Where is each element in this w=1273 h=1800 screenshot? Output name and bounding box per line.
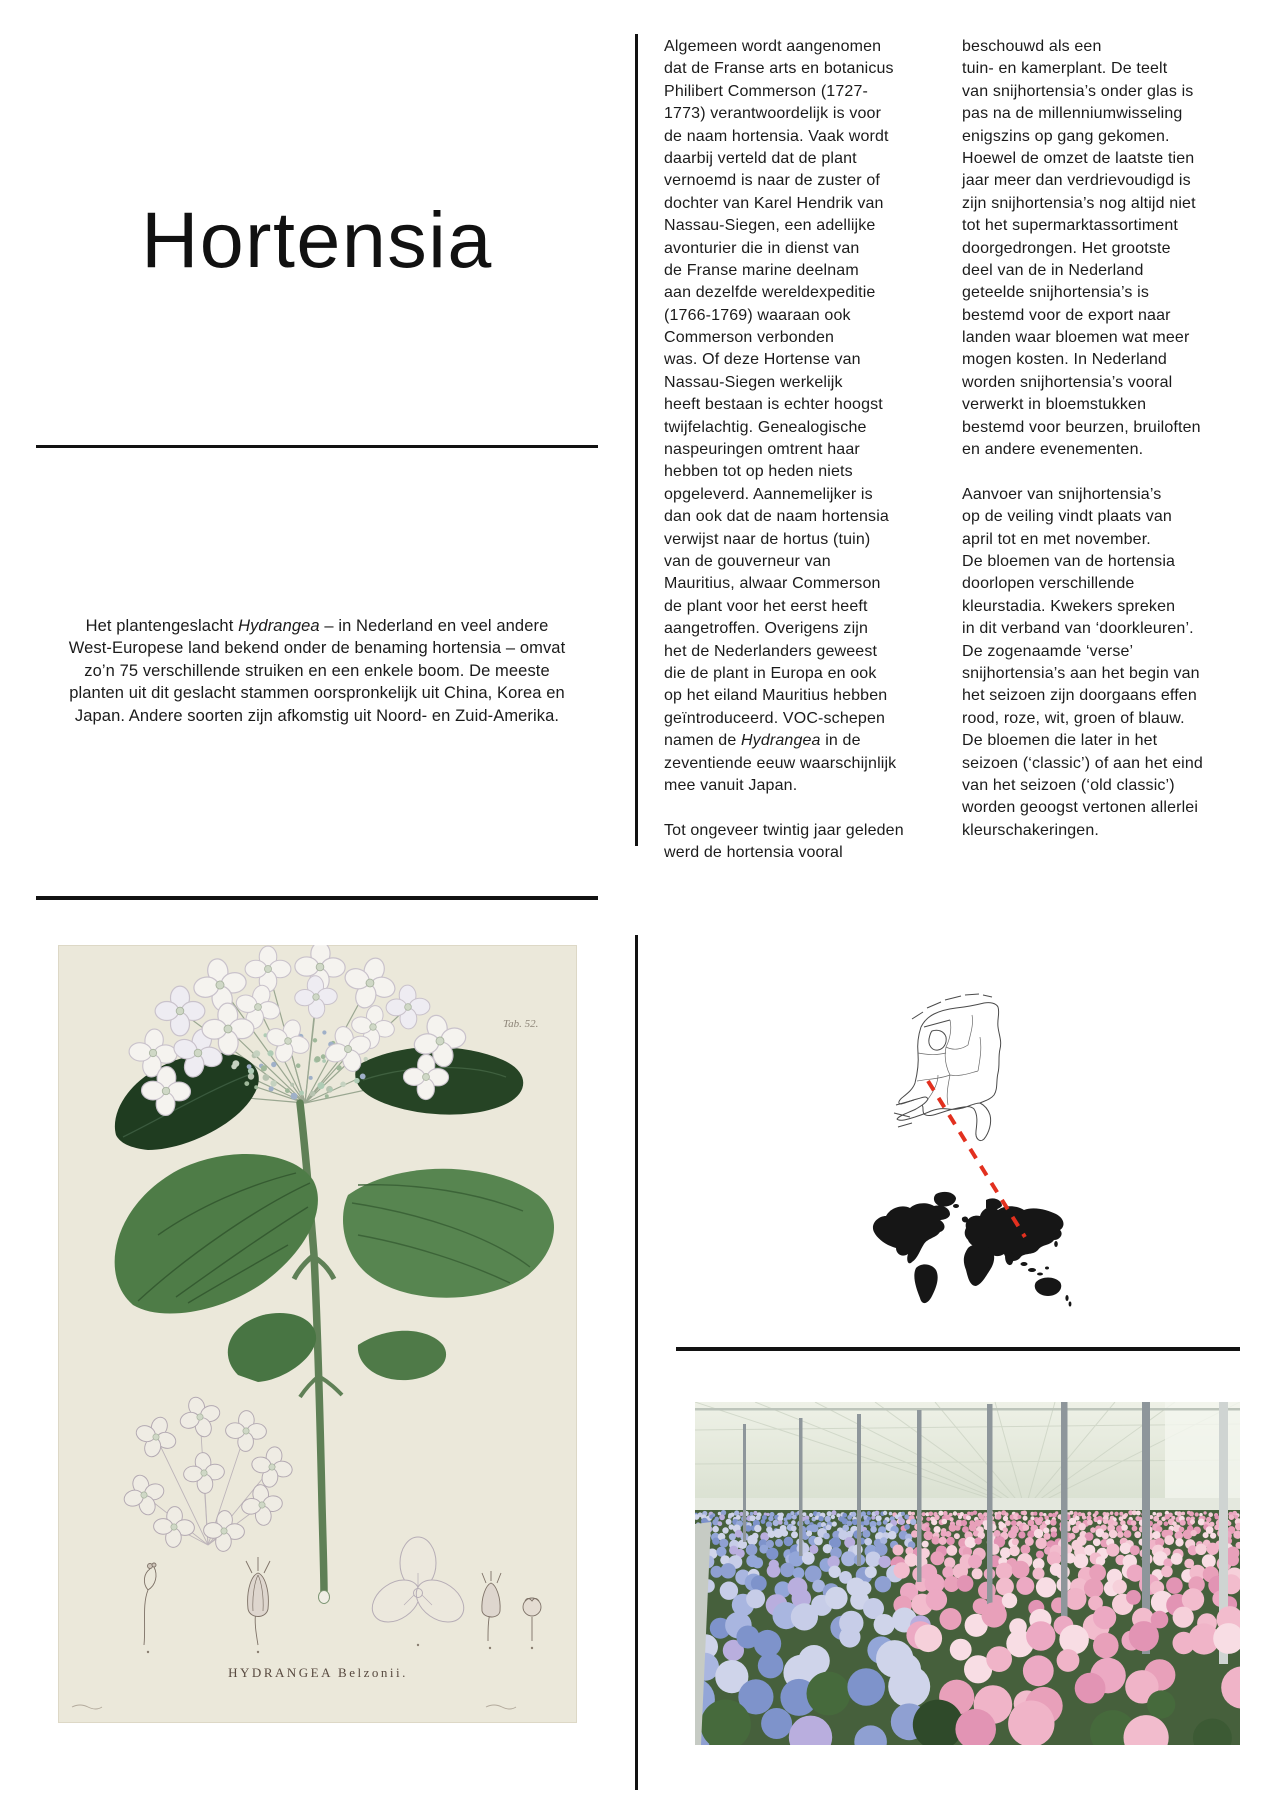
text-line: de Franse marine deelnam [664, 261, 859, 279]
text-line: Aanvoer van snijhortensia’s [962, 485, 1162, 503]
text-line: namen de Hydrangea in de [664, 732, 861, 750]
plate-caption: HYDRANGEA Belzonii. [228, 1665, 408, 1680]
text-line: van snijhortensia’s onder glas is [962, 82, 1194, 100]
text-line: die de plant in Europa en ook [664, 664, 877, 682]
far-bench-strip [695, 1498, 1240, 1510]
text-line: aangetroffen. Overigens zijn [664, 620, 869, 638]
text-line: dat de Franse arts en botanicus [664, 60, 894, 78]
title-underline [36, 445, 598, 448]
text-line: Mauritius, alwaar Commerson [664, 575, 881, 593]
botanical-plate-illustration [58, 945, 577, 1723]
text-line: Commerson verbonden [664, 329, 835, 347]
text-line: rood, roze, wit, groen of blauw. [962, 709, 1185, 727]
text-line: doorlopen verschillende [962, 575, 1135, 593]
text-line: verwijst naar de hortus (tuin) [664, 530, 871, 548]
left-section-rule [36, 896, 598, 900]
text-line: worden snijhortensia’s vooral [962, 373, 1173, 391]
text-line: werd de hortensia vooral [664, 844, 843, 862]
text-line: de naam hortensia. Vaak wordt [664, 127, 889, 145]
text-line: op het eiland Mauritius hebben [664, 687, 888, 705]
text-line: vernoemd is naar de zuster of [664, 172, 881, 190]
text-line: hebben tot op heden niets [664, 463, 853, 481]
body-column-1 [664, 36, 964, 864]
text-line: Het plantengeslacht Hydrangea – in Nederland en veel andere [85, 617, 549, 635]
text-line: opgeleverd. Aannemelijker is [664, 485, 873, 503]
text-line: zijn snijhortensia’s nog altijd niet [962, 194, 1196, 212]
flower-field-front [695, 1602, 1240, 1745]
text-line: bestemd voor beurzen, bruiloften [962, 418, 1201, 436]
text-line: Nassau-Siegen, een adellijke [664, 217, 876, 235]
text-line: tot het supermarktassortiment [962, 217, 1178, 235]
text-line: dan ook dat de naam hortensia [664, 508, 889, 526]
text-line [962, 461, 1262, 483]
text-line: zeventiende eeuw waarschijnlijk [664, 754, 897, 772]
text-line: de plant voor het eerst heeft [664, 597, 868, 615]
greenhouse-photo [695, 1402, 1240, 1745]
text-line: kleurstadia. Kwekers spreken [962, 597, 1176, 615]
text-line: mee vanuit Japan. [664, 776, 798, 794]
text-line: deel van de in Nederland [962, 261, 1144, 279]
body-column-2 [962, 36, 1262, 842]
text-line: geïntroduceerd. VOC-schepen [664, 709, 886, 727]
text-line: beschouwd als een [962, 38, 1102, 55]
text-line: Algemeen wordt aangenomen [664, 38, 882, 55]
text-line: West-Europese land bekend onder de benaming hortensia – omvat [68, 639, 566, 658]
column-divider-line [635, 34, 638, 846]
text-line: bestemd voor de export naar [962, 306, 1171, 324]
text-line: De bloemen van de hortensia [962, 552, 1176, 570]
text-line: De bloemen die later in het [962, 732, 1158, 750]
text-line: het seizoen zijn doorgaans effen [962, 687, 1197, 705]
text-line: mogen kosten. In Nederland [962, 351, 1167, 369]
text-line: snijhortensia’s aan het begin van [962, 664, 1200, 682]
text-line: op de veiling vindt plaats van [962, 508, 1172, 526]
intro-paragraph [24, 616, 610, 728]
text-line: jaar meer dan verdrievoudigd is [962, 172, 1191, 190]
text-line: verwerkt in bloemstukken [962, 396, 1147, 414]
text-line: Philibert Commerson (1727- [664, 82, 868, 100]
text-line: (1766-1769) waaraan ook [664, 306, 851, 324]
text-line: planten uit dit geslacht stammen oorspronkelijk uit China, Korea en [69, 684, 565, 703]
text-line: van het seizoen (‘old classic’) [962, 776, 1175, 794]
bright-glass-wall [1165, 1402, 1240, 1502]
text-line: landen waar bloemen wat meer [962, 329, 1190, 347]
text-line: het de Nederlanders geweest [664, 642, 878, 660]
text-line: enigszins op gang gekomen. [962, 127, 1170, 145]
text-line: aan dezelfde wereldexpeditie [664, 284, 876, 302]
text-line: Hoewel de omzet de laatste tien [962, 149, 1195, 167]
text-line: Japan. Andere soorten zijn afkomstig uit Noord- en Zuid-Amerika. [74, 706, 560, 725]
text-line: doorgedrongen. Het grootste [962, 239, 1171, 257]
text-line: zo’n 75 verschillende struiken en een enkele boom. De meeste [84, 661, 550, 680]
text-line: seizoen (‘classic’) of aan het eind [962, 754, 1203, 772]
text-line: avonturier die in dienst van [664, 239, 860, 257]
text-line: april tot en met november. [962, 530, 1151, 548]
text-line: dochter van Karel Hendrik van [664, 194, 884, 212]
text-line: van de gouverneur van [664, 552, 831, 570]
text-line: en andere evenementen. [962, 441, 1144, 459]
greenhouse-ceiling [695, 1402, 1240, 1506]
text-line: 1773) verantwoordelijk is voor [664, 105, 882, 123]
text-line: tuin- en kamerplant. De teelt [962, 60, 1168, 78]
text-line: twijfelachtig. Genealogische [664, 418, 867, 436]
plate-tab-label: Tab. 52. [503, 1018, 539, 1030]
netherlands-outline-map [888, 985, 1028, 1155]
text-line: kleurschakeringen. [962, 821, 1099, 839]
text-line: De zogenaamde ‘verse’ [962, 642, 1134, 660]
text-line: pas na de millenniumwisseling [962, 105, 1183, 123]
text-line: was. Of deze Hortense van [664, 351, 861, 369]
text-line: Nassau-Siegen werkelijk [664, 373, 843, 391]
text-line [664, 797, 964, 819]
text-line: in dit verband van ‘doorkleuren’. [962, 620, 1194, 638]
text-line: geteelde snijhortensia’s is [962, 284, 1149, 302]
right-section-rule [676, 1347, 1240, 1351]
world-map-silhouette [866, 1190, 1074, 1310]
page-title: Hortensia [141, 195, 493, 284]
text-line: worden geoogst vertonen allerlei [962, 799, 1199, 817]
text-line: naspeuringen omtrent haar [664, 441, 860, 459]
text-line: daarbij verteld dat de plant [664, 149, 857, 167]
text-line: Tot ongeveer twintig jaar geleden [664, 821, 904, 839]
bottom-vertical-rule [635, 935, 638, 1790]
text-line: heeft bestaan is echter hoogst [664, 396, 883, 414]
